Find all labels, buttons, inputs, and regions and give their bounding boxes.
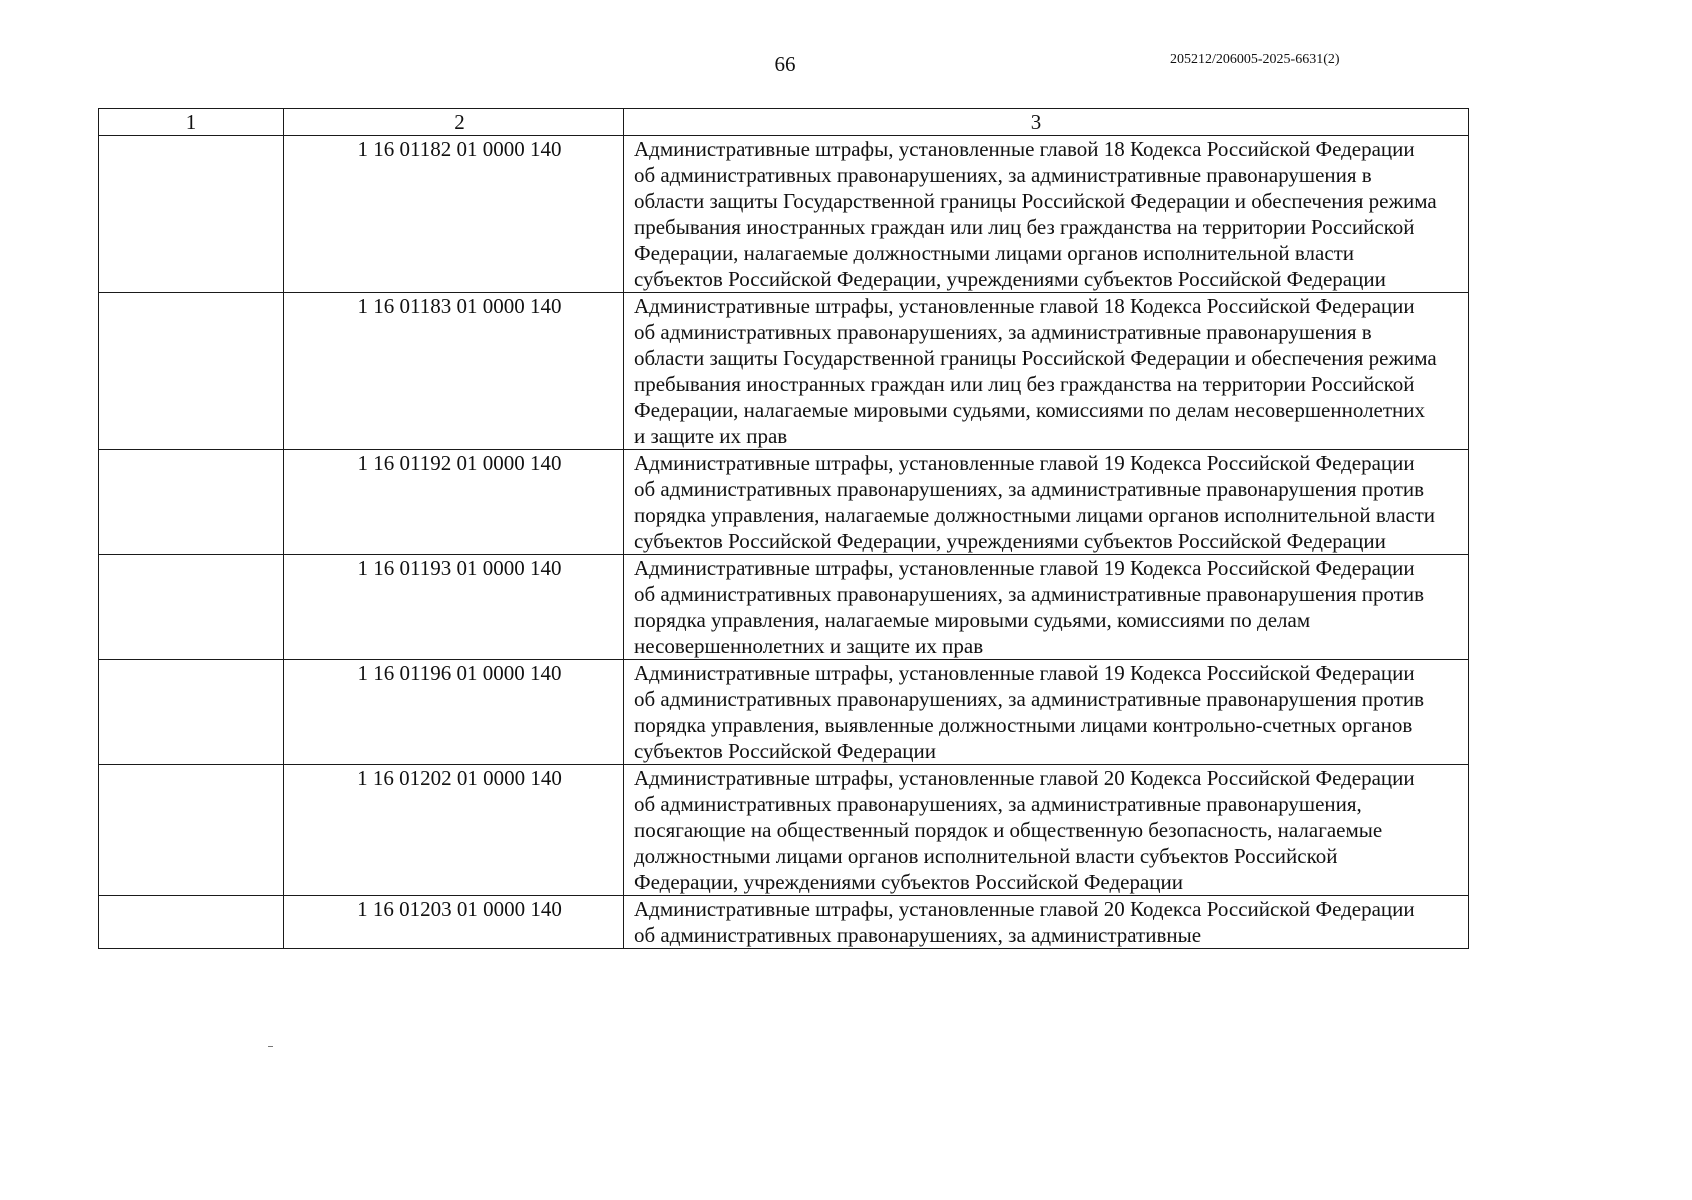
cell-column-1 bbox=[99, 450, 284, 555]
table-row bbox=[99, 896, 1469, 949]
table-row bbox=[99, 136, 1469, 293]
cell-code: 1 16 01203 01 0000 140 bbox=[284, 896, 624, 949]
table-row bbox=[99, 660, 1469, 765]
cell-column-1 bbox=[99, 896, 284, 949]
column-header-2: 2 bbox=[284, 109, 624, 136]
cell-description: Административные штрафы, установленные главой 18 Кодекса Российской Федерации об административных правонарушениях, за административные правонарушения в области защиты Государственной границы Российской Федерации и обеспечения режима пребывания иностранных граждан или лиц без гражданства на территории Российской Федерации, налагаемые должностными лицами органов исполнительной власти субъектов Российской Федерации, учреждениями субъектов Российской Федерации bbox=[624, 136, 1469, 293]
cell-code: 1 16 01182 01 0000 140 bbox=[284, 136, 624, 293]
cell-column-1 bbox=[99, 293, 284, 450]
table-body bbox=[99, 109, 1469, 949]
cell-column-1 bbox=[99, 660, 284, 765]
page-number: 66 bbox=[774, 52, 796, 76]
cell-code: 1 16 01193 01 0000 140 bbox=[284, 555, 624, 660]
cell-description: Административные штрафы, установленные главой 19 Кодекса Российской Федерации об административных правонарушениях, за административные правонарушения против порядка управления, налагаемые мировыми судьями, комиссиями по делам несовершеннолетних и защите их прав bbox=[624, 555, 1469, 660]
cell-code: 1 16 01202 01 0000 140 bbox=[284, 765, 624, 896]
table-header-row bbox=[99, 109, 1469, 136]
cell-column-1 bbox=[99, 136, 284, 293]
cell-description: Административные штрафы, установленные главой 19 Кодекса Российской Федерации об административных правонарушениях, за административные правонарушения против порядка управления, выявленные должностными лицами контрольно-счетных органов субъектов Российской Федерации bbox=[624, 660, 1469, 765]
cell-code: 1 16 01196 01 0000 140 bbox=[284, 660, 624, 765]
budget-codes-table bbox=[98, 108, 1469, 949]
column-header-1: 1 bbox=[99, 109, 284, 136]
cell-description: Административные штрафы, установленные главой 18 Кодекса Российской Федерации об административных правонарушениях, за административные правонарушения в области защиты Государственной границы Российской Федерации и обеспечения режима пребывания иностранных граждан или лиц без гражданства на территории Российской Федерации, налагаемые мировыми судьями, комиссиями по делам несовершеннолетних и защите их прав bbox=[624, 293, 1469, 450]
column-header-3: 3 bbox=[624, 109, 1469, 136]
cell-description: Административные штрафы, установленные главой 19 Кодекса Российской Федерации об административных правонарушениях, за административные правонарушения против порядка управления, налагаемые должностными лицами органов исполнительной власти субъектов Российской Федерации, учреждениями субъектов Российской Федерации bbox=[624, 450, 1469, 555]
document-code: 205212/206005-2025-6631(2) bbox=[1170, 52, 1340, 67]
table-row bbox=[99, 293, 1469, 450]
scan-speck bbox=[268, 1046, 273, 1047]
table-row bbox=[99, 450, 1469, 555]
cell-description: Административные штрафы, установленные главой 20 Кодекса Российской Федерации об административных правонарушениях, за административные правонарушения, посягающие на общественный порядок и общественную безопасность, налагаемые должностными лицами органов исполнительной власти субъектов Российской Федерации, учреждениями субъектов Российской Федерации bbox=[624, 765, 1469, 896]
cell-code: 1 16 01192 01 0000 140 bbox=[284, 450, 624, 555]
cell-column-1 bbox=[99, 765, 284, 896]
cell-description: Административные штрафы, установленные главой 20 Кодекса Российской Федерации об административных правонарушениях, за административные bbox=[624, 896, 1469, 949]
table-row bbox=[99, 555, 1469, 660]
cell-column-1 bbox=[99, 555, 284, 660]
table-row bbox=[99, 765, 1469, 896]
cell-code: 1 16 01183 01 0000 140 bbox=[284, 293, 624, 450]
